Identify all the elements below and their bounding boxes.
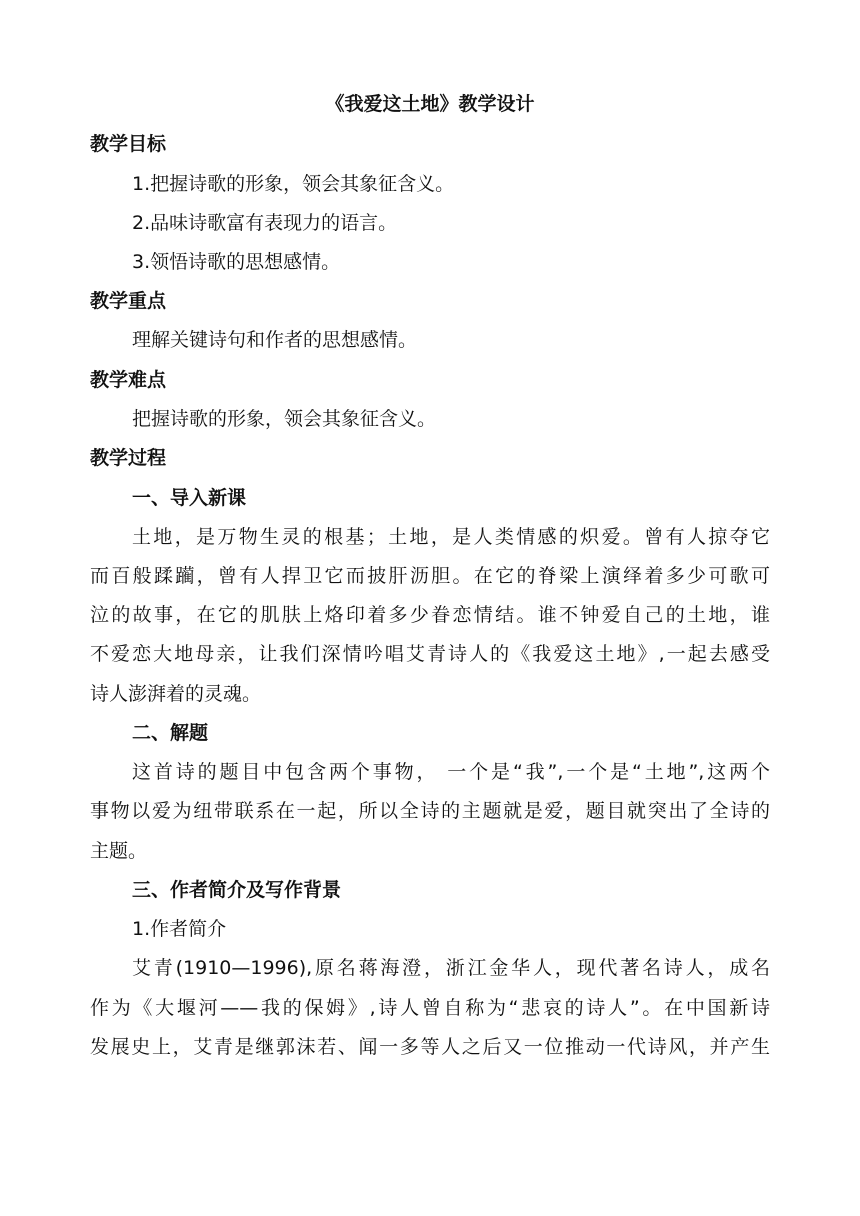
author-line-1: 艾青(1910—1996),原名蒋海澄，浙江金华人，现代著名诗人，成名 — [132, 957, 770, 979]
goal-item-1: 1.把握诗歌的形象，领会其象征含义。 — [132, 173, 455, 195]
key-points-text: 理解关键诗句和作者的思想感情。 — [132, 329, 418, 351]
goal-item-3: 3.领悟诗歌的思想感情。 — [132, 251, 341, 273]
goal-item-2: 2.品味诗歌富有表现力的语言。 — [132, 212, 398, 234]
author-subheading: 1.作者简介 — [132, 918, 227, 940]
intro-line-1: 土地，是万物生灵的根基；土地，是人类情感的炽爱。曾有人掠夺它 — [132, 526, 770, 548]
author-line-3: 发展史上，艾青是继郭沫若、闻一多等人之后又一位推动一代诗风，并产生 — [90, 1036, 770, 1058]
intro-line-2: 而百般蹂躏，曾有人捍卫它而披肝沥胆。在它的脊梁上演绎着多少可歌可 — [90, 565, 770, 587]
intro-line-3: 泣的故事，在它的肌肤上烙印着多少眷恋情结。谁不钟爱自己的土地，谁 — [90, 604, 770, 626]
document-title: 《我爱这土地》教学设计 — [325, 93, 535, 115]
heading-difficulty: 教学难点 — [90, 369, 167, 391]
title-analysis-line-1: 这首诗的题目中包含两个事物， 一个是“我”,一个是“土地”,这两个 — [132, 761, 770, 783]
author-line-2: 作为《大堰河——我的保姆》,诗人曾自称为“悲哀的诗人”。在中国新诗 — [90, 997, 770, 1019]
intro-line-4: 不爱恋大地母亲，让我们深情吟唱艾青诗人的《我爱这土地》,一起去感受 — [90, 643, 770, 665]
heading-title-analysis: 二、解题 — [132, 722, 209, 744]
intro-line-5: 诗人澎湃着的灵魂。 — [90, 683, 262, 705]
heading-key-points: 教学重点 — [90, 290, 167, 312]
heading-author: 三、作者简介及写作背景 — [132, 879, 342, 901]
heading-teaching-goals: 教学目标 — [90, 133, 167, 155]
difficulty-text: 把握诗歌的形象，领会其象征含义。 — [132, 408, 437, 430]
title-analysis-line-3: 主题。 — [90, 840, 148, 862]
title-analysis-line-2: 事物以爱为纽带联系在一起，所以全诗的主题就是爱，题目就突出了全诗的 — [90, 800, 770, 822]
heading-intro: 一、导入新课 — [132, 487, 247, 509]
heading-teaching-process: 教学过程 — [90, 447, 167, 469]
